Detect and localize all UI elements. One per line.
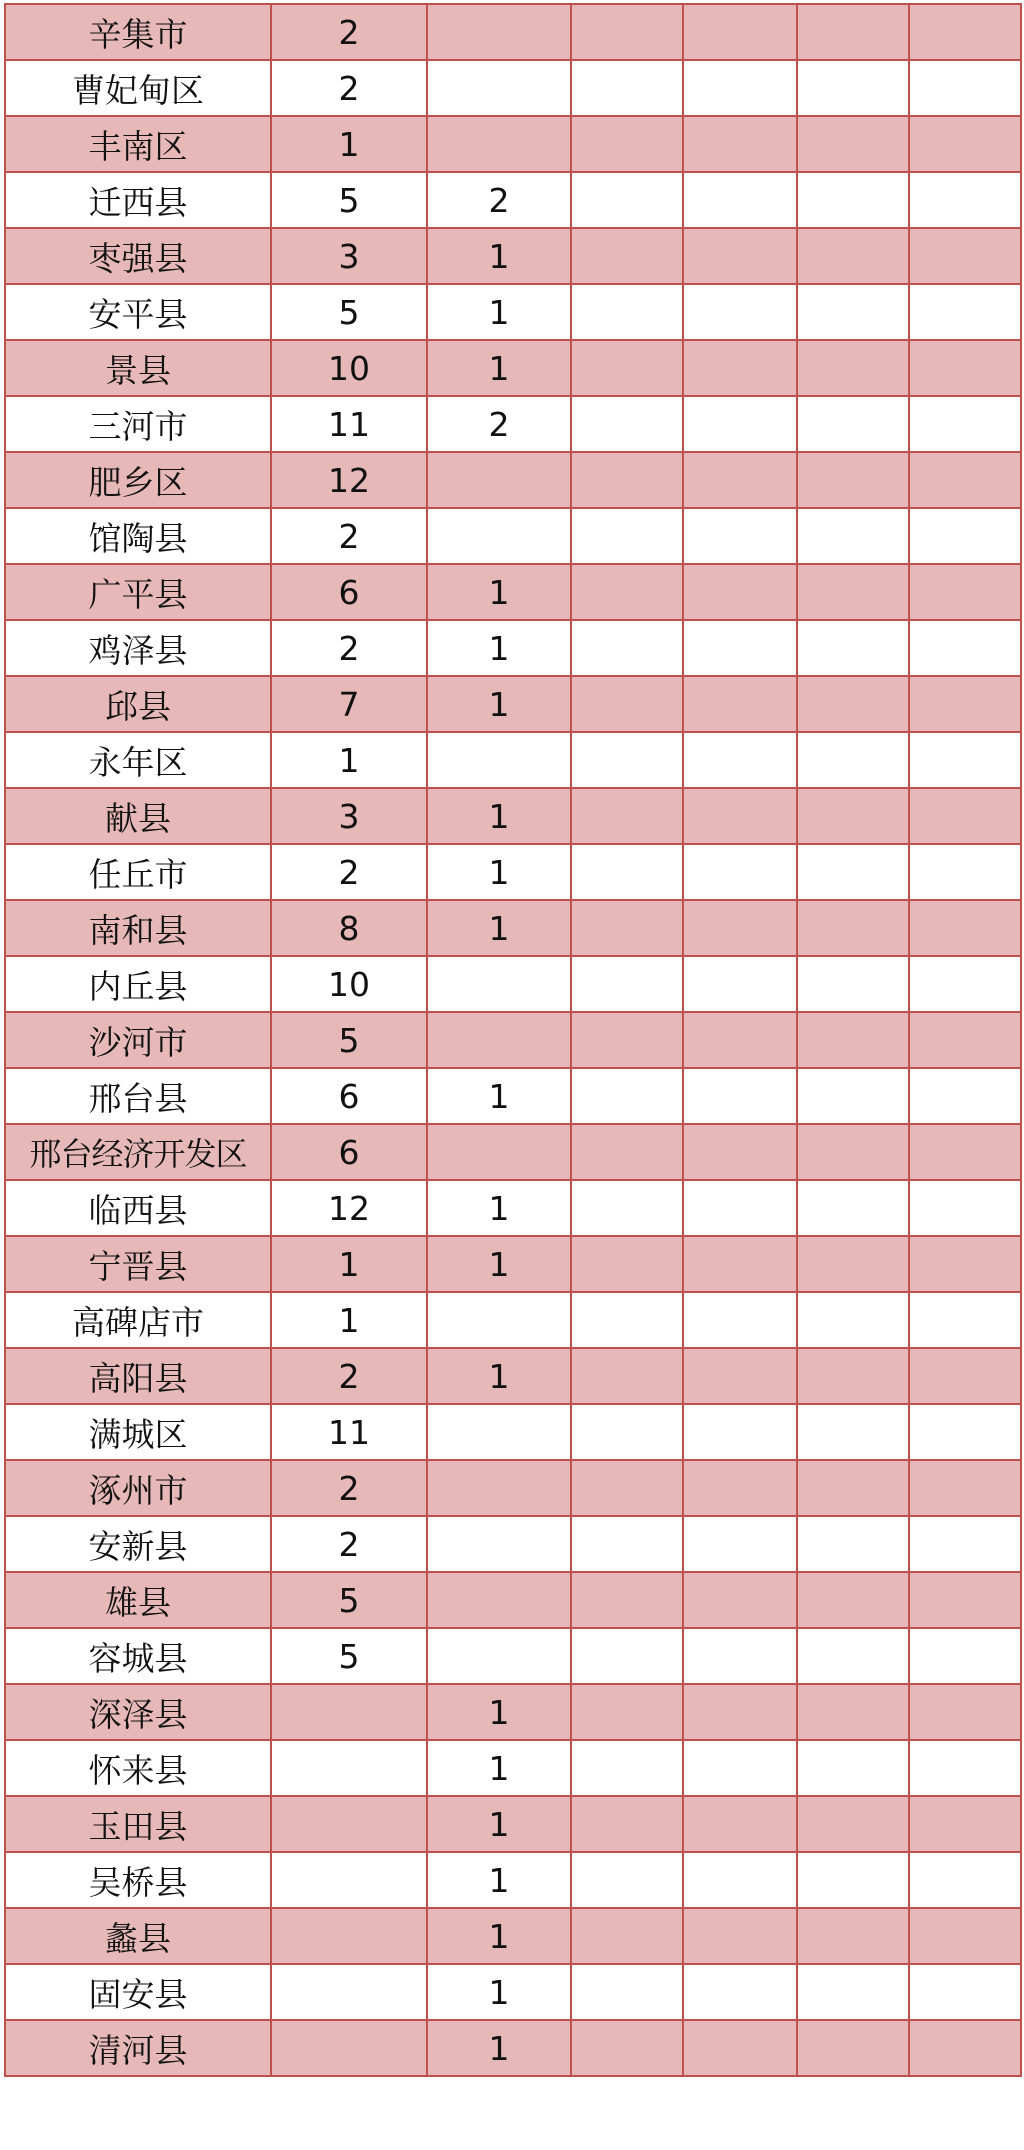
empty-cell-5 xyxy=(797,900,909,956)
empty-cell-5 xyxy=(797,1236,909,1292)
table-row xyxy=(5,228,1021,284)
empty-cell-5 xyxy=(797,1516,909,1572)
table-row xyxy=(5,1908,1021,1964)
empty-cell-6 xyxy=(909,1404,1021,1460)
empty-cell-5 xyxy=(797,172,909,228)
empty-cell-4 xyxy=(683,228,797,284)
count-cell-2: 1 xyxy=(427,1348,571,1404)
table-row xyxy=(5,1068,1021,1124)
empty-cell-4 xyxy=(683,676,797,732)
count-cell-1 xyxy=(271,1796,427,1852)
empty-cell-6 xyxy=(909,1236,1021,1292)
count-cell-2 xyxy=(427,1292,571,1348)
empty-cell-4 xyxy=(683,1180,797,1236)
empty-cell-6 xyxy=(909,956,1021,1012)
count-cell-1: 12 xyxy=(271,1180,427,1236)
empty-cell-6 xyxy=(909,844,1021,900)
count-cell-1: 5 xyxy=(271,1628,427,1684)
empty-cell-5 xyxy=(797,732,909,788)
count-cell-1: 2 xyxy=(271,1516,427,1572)
empty-cell-3 xyxy=(571,1124,683,1180)
empty-cell-5 xyxy=(797,1740,909,1796)
table-row xyxy=(5,620,1021,676)
empty-cell-5 xyxy=(797,1964,909,2020)
count-cell-1: 2 xyxy=(271,508,427,564)
region-name-cell: 献县 xyxy=(5,788,271,844)
empty-cell-3 xyxy=(571,844,683,900)
region-name-cell: 蠡县 xyxy=(5,1908,271,1964)
count-cell-2 xyxy=(427,956,571,1012)
count-cell-1 xyxy=(271,1908,427,1964)
empty-cell-3 xyxy=(571,60,683,116)
empty-cell-4 xyxy=(683,284,797,340)
count-cell-2: 1 xyxy=(427,1180,571,1236)
empty-cell-3 xyxy=(571,2020,683,2076)
empty-cell-6 xyxy=(909,2020,1021,2076)
count-cell-1 xyxy=(271,1684,427,1740)
empty-cell-4 xyxy=(683,1516,797,1572)
table-row xyxy=(5,732,1021,788)
table-row xyxy=(5,340,1021,396)
table-row xyxy=(5,1796,1021,1852)
count-cell-2: 1 xyxy=(427,900,571,956)
count-cell-2: 1 xyxy=(427,1684,571,1740)
empty-cell-5 xyxy=(797,844,909,900)
region-name-cell: 容城县 xyxy=(5,1628,271,1684)
empty-cell-4 xyxy=(683,844,797,900)
empty-cell-5 xyxy=(797,956,909,1012)
table-row xyxy=(5,116,1021,172)
region-name-cell: 吴桥县 xyxy=(5,1852,271,1908)
table-row xyxy=(5,508,1021,564)
region-name-cell: 雄县 xyxy=(5,1572,271,1628)
empty-cell-6 xyxy=(909,1572,1021,1628)
table-row xyxy=(5,172,1021,228)
empty-cell-4 xyxy=(683,340,797,396)
empty-cell-4 xyxy=(683,1628,797,1684)
count-cell-2: 1 xyxy=(427,844,571,900)
empty-cell-5 xyxy=(797,60,909,116)
empty-cell-4 xyxy=(683,2020,797,2076)
empty-cell-3 xyxy=(571,452,683,508)
empty-cell-3 xyxy=(571,340,683,396)
count-cell-1: 5 xyxy=(271,1012,427,1068)
region-name-cell: 馆陶县 xyxy=(5,508,271,564)
count-cell-2: 2 xyxy=(427,396,571,452)
empty-cell-5 xyxy=(797,1852,909,1908)
region-name-cell: 肥乡区 xyxy=(5,452,271,508)
count-cell-1: 2 xyxy=(271,1460,427,1516)
count-cell-2: 1 xyxy=(427,1908,571,1964)
region-name-cell: 满城区 xyxy=(5,1404,271,1460)
table-row xyxy=(5,1404,1021,1460)
empty-cell-5 xyxy=(797,340,909,396)
table-row xyxy=(5,284,1021,340)
region-name-cell: 内丘县 xyxy=(5,956,271,1012)
empty-cell-4 xyxy=(683,1348,797,1404)
empty-cell-6 xyxy=(909,1796,1021,1852)
count-cell-2 xyxy=(427,4,571,60)
empty-cell-5 xyxy=(797,1068,909,1124)
count-cell-2: 1 xyxy=(427,564,571,620)
empty-cell-5 xyxy=(797,508,909,564)
empty-cell-6 xyxy=(909,1628,1021,1684)
region-name-cell: 辛集市 xyxy=(5,4,271,60)
count-cell-1 xyxy=(271,1740,427,1796)
region-name-cell: 邱县 xyxy=(5,676,271,732)
empty-cell-6 xyxy=(909,1908,1021,1964)
count-cell-1: 1 xyxy=(271,1236,427,1292)
table-row xyxy=(5,1572,1021,1628)
empty-cell-3 xyxy=(571,956,683,1012)
table-body xyxy=(5,4,1021,2076)
count-cell-1: 1 xyxy=(271,116,427,172)
empty-cell-5 xyxy=(797,2020,909,2076)
count-cell-2 xyxy=(427,1516,571,1572)
count-cell-2: 1 xyxy=(427,1796,571,1852)
empty-cell-6 xyxy=(909,1852,1021,1908)
empty-cell-5 xyxy=(797,788,909,844)
table-row xyxy=(5,4,1021,60)
empty-cell-5 xyxy=(797,396,909,452)
empty-cell-6 xyxy=(909,1460,1021,1516)
count-cell-1: 5 xyxy=(271,284,427,340)
count-cell-2 xyxy=(427,116,571,172)
count-cell-2 xyxy=(427,1012,571,1068)
empty-cell-4 xyxy=(683,116,797,172)
empty-cell-4 xyxy=(683,1068,797,1124)
region-name-cell: 高碑店市 xyxy=(5,1292,271,1348)
count-cell-1: 7 xyxy=(271,676,427,732)
table-row xyxy=(5,1740,1021,1796)
count-cell-2 xyxy=(427,1124,571,1180)
region-name-cell: 清河县 xyxy=(5,2020,271,2076)
empty-cell-6 xyxy=(909,732,1021,788)
table-row xyxy=(5,900,1021,956)
count-cell-2 xyxy=(427,1572,571,1628)
count-cell-1: 3 xyxy=(271,788,427,844)
count-cell-2 xyxy=(427,452,571,508)
empty-cell-3 xyxy=(571,1964,683,2020)
region-name-cell: 深泽县 xyxy=(5,1684,271,1740)
empty-cell-3 xyxy=(571,1460,683,1516)
count-cell-1: 6 xyxy=(271,1068,427,1124)
empty-cell-6 xyxy=(909,1012,1021,1068)
table-row xyxy=(5,788,1021,844)
empty-cell-3 xyxy=(571,788,683,844)
region-name-cell: 宁晋县 xyxy=(5,1236,271,1292)
count-cell-1: 1 xyxy=(271,732,427,788)
region-name-cell: 涿州市 xyxy=(5,1460,271,1516)
empty-cell-4 xyxy=(683,956,797,1012)
count-cell-1: 3 xyxy=(271,228,427,284)
empty-cell-3 xyxy=(571,1404,683,1460)
table-row xyxy=(5,452,1021,508)
empty-cell-3 xyxy=(571,284,683,340)
count-cell-2 xyxy=(427,732,571,788)
region-name-cell: 曹妃甸区 xyxy=(5,60,271,116)
empty-cell-3 xyxy=(571,732,683,788)
count-cell-1: 8 xyxy=(271,900,427,956)
region-name-cell: 景县 xyxy=(5,340,271,396)
count-cell-2: 1 xyxy=(427,1068,571,1124)
empty-cell-6 xyxy=(909,1348,1021,1404)
empty-cell-5 xyxy=(797,4,909,60)
empty-cell-6 xyxy=(909,1516,1021,1572)
table-row xyxy=(5,60,1021,116)
region-name-cell: 迁西县 xyxy=(5,172,271,228)
empty-cell-6 xyxy=(909,1068,1021,1124)
count-cell-1: 6 xyxy=(271,1124,427,1180)
empty-cell-4 xyxy=(683,452,797,508)
count-cell-2: 2 xyxy=(427,172,571,228)
region-name-cell: 沙河市 xyxy=(5,1012,271,1068)
empty-cell-3 xyxy=(571,1628,683,1684)
empty-cell-4 xyxy=(683,732,797,788)
empty-cell-3 xyxy=(571,676,683,732)
table-row xyxy=(5,844,1021,900)
table-row xyxy=(5,1964,1021,2020)
empty-cell-4 xyxy=(683,1460,797,1516)
count-cell-1: 2 xyxy=(271,4,427,60)
empty-cell-6 xyxy=(909,1740,1021,1796)
table-row xyxy=(5,1852,1021,1908)
count-cell-2: 1 xyxy=(427,1964,571,2020)
empty-cell-6 xyxy=(909,1124,1021,1180)
empty-cell-3 xyxy=(571,1236,683,1292)
count-cell-1: 2 xyxy=(271,620,427,676)
count-cell-2 xyxy=(427,1460,571,1516)
empty-cell-5 xyxy=(797,1292,909,1348)
empty-cell-4 xyxy=(683,1964,797,2020)
empty-cell-4 xyxy=(683,900,797,956)
table-row xyxy=(5,1516,1021,1572)
table-row xyxy=(5,1180,1021,1236)
empty-cell-6 xyxy=(909,564,1021,620)
count-cell-1: 10 xyxy=(271,340,427,396)
table-row xyxy=(5,1460,1021,1516)
empty-cell-6 xyxy=(909,340,1021,396)
empty-cell-3 xyxy=(571,1348,683,1404)
table-row xyxy=(5,956,1021,1012)
count-cell-2: 1 xyxy=(427,284,571,340)
region-name-cell: 广平县 xyxy=(5,564,271,620)
empty-cell-4 xyxy=(683,1684,797,1740)
table-row xyxy=(5,1012,1021,1068)
empty-cell-3 xyxy=(571,228,683,284)
count-cell-1: 12 xyxy=(271,452,427,508)
empty-cell-6 xyxy=(909,620,1021,676)
empty-cell-5 xyxy=(797,452,909,508)
count-cell-2 xyxy=(427,1404,571,1460)
region-name-cell: 高阳县 xyxy=(5,1348,271,1404)
empty-cell-6 xyxy=(909,1292,1021,1348)
empty-cell-5 xyxy=(797,1012,909,1068)
count-cell-1: 6 xyxy=(271,564,427,620)
empty-cell-4 xyxy=(683,60,797,116)
empty-cell-3 xyxy=(571,1908,683,1964)
table-row xyxy=(5,1628,1021,1684)
region-name-cell: 玉田县 xyxy=(5,1796,271,1852)
region-name-cell: 临西县 xyxy=(5,1180,271,1236)
empty-cell-4 xyxy=(683,1012,797,1068)
region-name-cell: 固安县 xyxy=(5,1964,271,2020)
table-row xyxy=(5,1684,1021,1740)
empty-cell-6 xyxy=(909,900,1021,956)
empty-cell-3 xyxy=(571,172,683,228)
count-cell-2: 1 xyxy=(427,676,571,732)
empty-cell-4 xyxy=(683,1796,797,1852)
empty-cell-5 xyxy=(797,620,909,676)
region-name-cell: 邢台经济开发区 xyxy=(5,1124,271,1180)
empty-cell-3 xyxy=(571,396,683,452)
empty-cell-4 xyxy=(683,508,797,564)
empty-cell-5 xyxy=(797,1684,909,1740)
empty-cell-5 xyxy=(797,1124,909,1180)
empty-cell-4 xyxy=(683,396,797,452)
count-cell-2: 1 xyxy=(427,620,571,676)
count-cell-2: 1 xyxy=(427,228,571,284)
empty-cell-6 xyxy=(909,1180,1021,1236)
empty-cell-6 xyxy=(909,4,1021,60)
table-row xyxy=(5,676,1021,732)
table-row xyxy=(5,1348,1021,1404)
empty-cell-3 xyxy=(571,564,683,620)
table-row xyxy=(5,396,1021,452)
count-cell-1: 5 xyxy=(271,1572,427,1628)
empty-cell-4 xyxy=(683,1740,797,1796)
empty-cell-3 xyxy=(571,1012,683,1068)
empty-cell-6 xyxy=(909,60,1021,116)
empty-cell-6 xyxy=(909,508,1021,564)
empty-cell-4 xyxy=(683,172,797,228)
empty-cell-3 xyxy=(571,1516,683,1572)
region-name-cell: 南和县 xyxy=(5,900,271,956)
empty-cell-3 xyxy=(571,1852,683,1908)
empty-cell-3 xyxy=(571,1684,683,1740)
count-cell-1 xyxy=(271,1852,427,1908)
empty-cell-4 xyxy=(683,1124,797,1180)
empty-cell-6 xyxy=(909,116,1021,172)
empty-cell-6 xyxy=(909,452,1021,508)
empty-cell-3 xyxy=(571,116,683,172)
empty-cell-5 xyxy=(797,1796,909,1852)
table-row xyxy=(5,1292,1021,1348)
count-cell-1: 2 xyxy=(271,1348,427,1404)
empty-cell-3 xyxy=(571,4,683,60)
empty-cell-3 xyxy=(571,620,683,676)
region-name-cell: 鸡泽县 xyxy=(5,620,271,676)
empty-cell-3 xyxy=(571,1572,683,1628)
region-name-cell: 任丘市 xyxy=(5,844,271,900)
empty-cell-3 xyxy=(571,508,683,564)
region-name-cell: 安新县 xyxy=(5,1516,271,1572)
empty-cell-3 xyxy=(571,1292,683,1348)
empty-cell-6 xyxy=(909,284,1021,340)
count-cell-2 xyxy=(427,1628,571,1684)
empty-cell-3 xyxy=(571,1740,683,1796)
empty-cell-4 xyxy=(683,788,797,844)
empty-cell-3 xyxy=(571,1180,683,1236)
empty-cell-6 xyxy=(909,396,1021,452)
empty-cell-5 xyxy=(797,1180,909,1236)
count-cell-2: 1 xyxy=(427,2020,571,2076)
count-cell-1: 1 xyxy=(271,1292,427,1348)
count-cell-2: 1 xyxy=(427,1236,571,1292)
empty-cell-6 xyxy=(909,172,1021,228)
count-cell-2: 1 xyxy=(427,788,571,844)
region-name-cell: 永年区 xyxy=(5,732,271,788)
empty-cell-6 xyxy=(909,1964,1021,2020)
empty-cell-5 xyxy=(797,1404,909,1460)
empty-cell-5 xyxy=(797,564,909,620)
empty-cell-6 xyxy=(909,228,1021,284)
count-cell-2: 1 xyxy=(427,1740,571,1796)
count-cell-2 xyxy=(427,508,571,564)
empty-cell-3 xyxy=(571,1068,683,1124)
empty-cell-5 xyxy=(797,1460,909,1516)
empty-cell-4 xyxy=(683,1236,797,1292)
count-cell-1: 2 xyxy=(271,60,427,116)
count-cell-1: 11 xyxy=(271,396,427,452)
empty-cell-4 xyxy=(683,1572,797,1628)
region-name-cell: 枣强县 xyxy=(5,228,271,284)
empty-cell-5 xyxy=(797,284,909,340)
empty-cell-3 xyxy=(571,1796,683,1852)
count-cell-2: 1 xyxy=(427,1852,571,1908)
count-cell-2: 1 xyxy=(427,340,571,396)
empty-cell-6 xyxy=(909,676,1021,732)
empty-cell-6 xyxy=(909,788,1021,844)
count-cell-1: 11 xyxy=(271,1404,427,1460)
empty-cell-4 xyxy=(683,4,797,60)
count-cell-1: 2 xyxy=(271,844,427,900)
count-cell-1: 10 xyxy=(271,956,427,1012)
count-cell-1: 5 xyxy=(271,172,427,228)
empty-cell-5 xyxy=(797,1572,909,1628)
empty-cell-4 xyxy=(683,1852,797,1908)
region-name-cell: 安平县 xyxy=(5,284,271,340)
empty-cell-4 xyxy=(683,1292,797,1348)
empty-cell-5 xyxy=(797,676,909,732)
empty-cell-3 xyxy=(571,900,683,956)
table-row xyxy=(5,564,1021,620)
count-cell-1 xyxy=(271,1964,427,2020)
empty-cell-6 xyxy=(909,1684,1021,1740)
empty-cell-4 xyxy=(683,620,797,676)
empty-cell-5 xyxy=(797,1348,909,1404)
region-name-cell: 怀来县 xyxy=(5,1740,271,1796)
region-name-cell: 邢台县 xyxy=(5,1068,271,1124)
count-cell-1 xyxy=(271,2020,427,2076)
table-row xyxy=(5,1124,1021,1180)
region-name-cell: 丰南区 xyxy=(5,116,271,172)
data-table xyxy=(4,3,1022,2077)
empty-cell-5 xyxy=(797,1908,909,1964)
count-cell-2 xyxy=(427,60,571,116)
region-name-cell: 三河市 xyxy=(5,396,271,452)
empty-cell-4 xyxy=(683,1908,797,1964)
table-row xyxy=(5,2020,1021,2076)
empty-cell-5 xyxy=(797,1628,909,1684)
empty-cell-4 xyxy=(683,564,797,620)
table-row xyxy=(5,1236,1021,1292)
empty-cell-4 xyxy=(683,1404,797,1460)
empty-cell-5 xyxy=(797,116,909,172)
empty-cell-5 xyxy=(797,228,909,284)
